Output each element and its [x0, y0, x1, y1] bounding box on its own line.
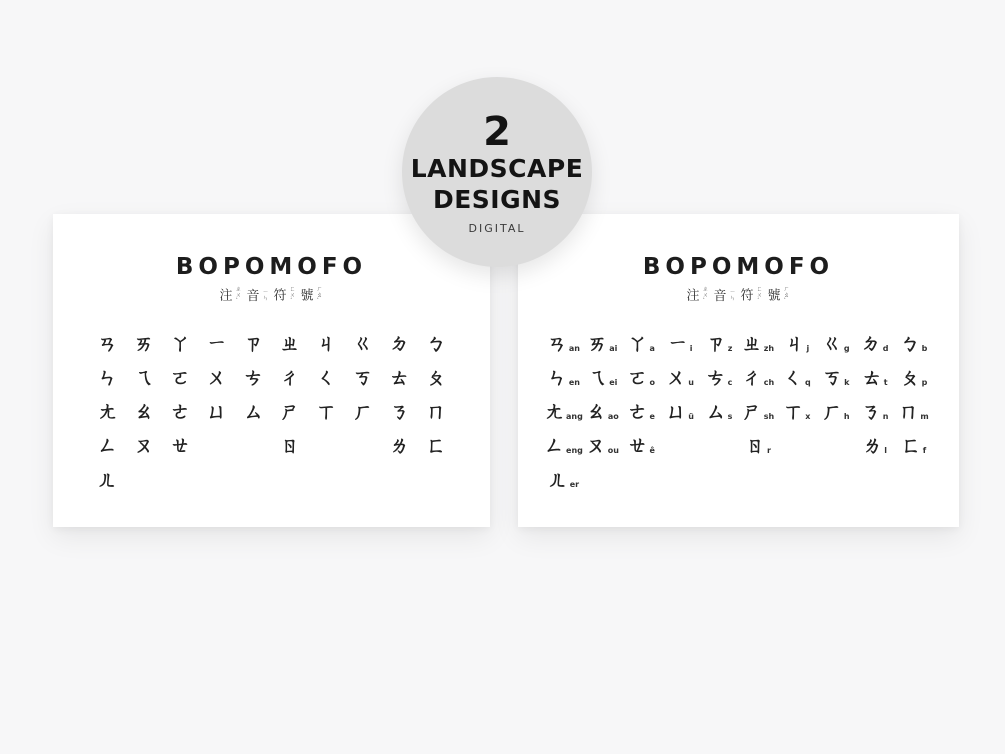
- bopomofo-char: ㄢ: [97, 331, 118, 355]
- pinyin-label: j: [806, 344, 810, 353]
- subtitle-hanzi: 注ㄓㄨˋ: [686, 286, 709, 305]
- bopomofo-cell: [583, 367, 622, 388]
- bopomofo-cell: [199, 333, 236, 354]
- bopomofo-char: ㄚ: [627, 331, 648, 355]
- poster-title: BOPOMOFO: [175, 254, 368, 280]
- bopomofo-char: ㄙ: [705, 399, 726, 423]
- bopomofo-cell: [162, 367, 199, 388]
- bopomofo-char: ㄖ: [279, 433, 300, 457]
- pinyin-label: en: [568, 378, 580, 387]
- pinyin-label: k: [844, 378, 850, 387]
- pinyin-label: n: [882, 412, 889, 421]
- bopomofo-char: ㄏ: [352, 399, 373, 423]
- bopomofo-char: ㄌ: [389, 433, 410, 457]
- subtitle-hanzi: 號ㄏㄠˋ: [300, 286, 323, 305]
- bopomofo-cell: [622, 401, 661, 422]
- poster-plain: [53, 214, 490, 527]
- subtitle-hanzi: 音ㄧㄣ: [246, 288, 269, 304]
- empty-cell: [308, 469, 345, 490]
- bopomofo-char: ㄙ: [243, 399, 264, 423]
- bopomofo-cell: [162, 435, 199, 456]
- bopomofo-cell: [89, 435, 126, 456]
- empty-cell: [777, 435, 816, 456]
- pinyin-label: sh: [763, 412, 775, 421]
- bopomofo-char: ㄔ: [741, 365, 762, 389]
- pinyin-label: e: [649, 412, 655, 421]
- bopomofo-cell: [272, 333, 309, 354]
- bopomofo-cell: [381, 401, 418, 422]
- pinyin-label: ou: [607, 446, 619, 455]
- bopomofo-cell: [272, 401, 309, 422]
- bopomofo-cell: [89, 367, 126, 388]
- bopomofo-char: ㄘ: [705, 365, 726, 389]
- pinyin-label: r: [766, 446, 771, 455]
- bopomofo-char: ㄗ: [243, 331, 264, 355]
- poster-subtitle-zhuyin: [53, 287, 490, 303]
- subtitle-ruby: ㄧㄣ: [262, 289, 269, 302]
- bopomofo-char: ㄊ: [861, 365, 882, 389]
- poster-annotated: [518, 214, 959, 527]
- subtitle-ruby: ㄏㄠˋ: [316, 286, 323, 305]
- pinyin-label: ch: [763, 378, 775, 387]
- bopomofo-char: ㄆ: [425, 365, 446, 389]
- bopomofo-char: ㄛ: [170, 365, 191, 389]
- poster-subtitle-zhuyin: [518, 287, 959, 303]
- bopomofo-char: ㄥ: [544, 433, 565, 457]
- bopomofo-cell: [816, 401, 855, 422]
- empty-cell: [661, 435, 700, 456]
- bopomofo-char: ㄈ: [900, 433, 921, 457]
- bopomofo-cell: [777, 367, 816, 388]
- poster-title: BOPOMOFO: [642, 254, 835, 280]
- bopomofo-cell: [855, 401, 894, 422]
- empty-cell: [661, 469, 700, 490]
- bopomofo-char: ㄩ: [666, 399, 687, 423]
- pinyin-label: an: [568, 344, 580, 353]
- bopomofo-cell: [162, 333, 199, 354]
- pinyin-label: i: [689, 344, 693, 353]
- pinyin-label: t: [883, 378, 888, 387]
- pinyin-label: f: [922, 446, 927, 455]
- pinyin-label: l: [884, 446, 888, 455]
- pinyin-label: ang: [566, 412, 583, 421]
- bopomofo-char: ㄦ: [547, 467, 568, 491]
- bopomofo-char: ㄟ: [133, 365, 154, 389]
- bopomofo-cell: [235, 367, 272, 388]
- bopomofo-cell: [739, 367, 778, 388]
- empty-cell: [345, 469, 382, 490]
- bopomofo-cell: [345, 401, 382, 422]
- bopomofo-char: ㄘ: [243, 365, 264, 389]
- bopomofo-cell: [544, 333, 583, 354]
- bopomofo-cell: [622, 333, 661, 354]
- bopomofo-char: ㄑ: [782, 365, 803, 389]
- bopomofo-cell: [89, 333, 126, 354]
- bopomofo-cell: [583, 401, 622, 422]
- empty-cell: [199, 435, 236, 456]
- pinyin-label: o: [649, 378, 655, 387]
- empty-cell: [126, 469, 163, 490]
- bopomofo-cell: [816, 333, 855, 354]
- pinyin-label: er: [569, 480, 580, 489]
- bopomofo-cell: [739, 333, 778, 354]
- bopomofo-cell: [816, 367, 855, 388]
- subtitle-ruby: ㄈㄨˊ: [756, 286, 763, 305]
- bopomofo-char: ㄠ: [133, 399, 154, 423]
- empty-cell: [418, 469, 455, 490]
- bopomofo-char: ㄔ: [279, 365, 300, 389]
- bopomofo-char: ㄊ: [389, 365, 410, 389]
- pinyin-label: b: [921, 344, 928, 353]
- bopomofo-cell: [894, 401, 933, 422]
- bopomofo-char: ㄗ: [705, 331, 726, 355]
- bopomofo-cell: [418, 401, 455, 422]
- bopomofo-char: ㄕ: [741, 399, 762, 423]
- bopomofo-cell: [661, 367, 700, 388]
- empty-cell: [272, 469, 309, 490]
- bopomofo-cell: [162, 401, 199, 422]
- bopomofo-char: ㄩ: [206, 399, 227, 423]
- bopomofo-cell: [308, 367, 345, 388]
- bopomofo-char: ㄕ: [279, 399, 300, 423]
- bopomofo-char: ㄡ: [585, 433, 606, 457]
- bopomofo-cell: [126, 401, 163, 422]
- bopomofo-char: ㄇ: [898, 399, 919, 423]
- bopomofo-char: ㄚ: [170, 331, 191, 355]
- bopomofo-char: ㄛ: [627, 365, 648, 389]
- bopomofo-char: ㄓ: [279, 331, 300, 355]
- bopomofo-cell: [544, 435, 583, 456]
- subtitle-hanzi: 符ㄈㄨˊ: [273, 286, 296, 305]
- pinyin-label: a: [649, 344, 655, 353]
- bopomofo-grid: [53, 333, 490, 490]
- bopomofo-char: ㄨ: [206, 365, 227, 389]
- bopomofo-cell: [894, 333, 933, 354]
- pinyin-label: s: [727, 412, 733, 421]
- bopomofo-char: ㄣ: [97, 365, 118, 389]
- empty-cell: [235, 435, 272, 456]
- empty-cell: [700, 435, 739, 456]
- bopomofo-char: ㄅ: [425, 331, 446, 355]
- bopomofo-cell: [345, 333, 382, 354]
- bopomofo-cell: [235, 333, 272, 354]
- bopomofo-char: ㄎ: [352, 365, 373, 389]
- bopomofo-char: ㄇ: [425, 399, 446, 423]
- bopomofo-cell: [199, 367, 236, 388]
- subtitle-hanzi: 注ㄓㄨˋ: [219, 286, 242, 305]
- empty-cell: [199, 469, 236, 490]
- bopomofo-char: ㄎ: [822, 365, 843, 389]
- empty-cell: [777, 469, 816, 490]
- bopomofo-grid-annotated: [518, 333, 959, 490]
- badge-line1: LANDSCAPE: [410, 154, 584, 183]
- bopomofo-char: ㄆ: [899, 365, 920, 389]
- bopomofo-cell: [583, 333, 622, 354]
- empty-cell: [739, 469, 778, 490]
- empty-cell: [583, 469, 622, 490]
- empty-cell: [816, 469, 855, 490]
- subtitle-ruby: ㄧㄣ: [729, 289, 736, 302]
- empty-cell: [816, 435, 855, 456]
- bopomofo-char: ㄓ: [741, 331, 762, 355]
- bopomofo-char: ㄤ: [544, 399, 565, 423]
- bopomofo-char: ㄅ: [899, 331, 920, 355]
- bopomofo-cell: [199, 401, 236, 422]
- bopomofo-cell: [622, 367, 661, 388]
- bopomofo-cell: [418, 435, 455, 456]
- bopomofo-char: ㄖ: [744, 433, 765, 457]
- bopomofo-char: ㄏ: [821, 399, 842, 423]
- bopomofo-char: ㄦ: [97, 467, 118, 491]
- pinyin-label: g: [843, 344, 850, 353]
- subtitle-ruby: ㄓㄨˋ: [702, 286, 709, 305]
- bopomofo-char: ㄌ: [862, 433, 883, 457]
- bopomofo-cell: [855, 333, 894, 354]
- bopomofo-cell: [544, 367, 583, 388]
- pinyin-label: ü: [688, 412, 694, 421]
- bopomofo-cell: [894, 435, 933, 456]
- bopomofo-char: ㄥ: [97, 433, 118, 457]
- pinyin-label: ê: [649, 446, 655, 455]
- bopomofo-cell: [739, 401, 778, 422]
- bopomofo-cell: [544, 401, 583, 422]
- bopomofo-cell: [126, 435, 163, 456]
- pinyin-label: u: [688, 378, 694, 387]
- empty-cell: [235, 469, 272, 490]
- empty-cell: [308, 435, 345, 456]
- bopomofo-char: ㄜ: [170, 399, 191, 423]
- bopomofo-cell: [308, 333, 345, 354]
- bopomofo-cell: [89, 401, 126, 422]
- bopomofo-cell: [235, 401, 272, 422]
- subtitle-hanzi: 音ㄧㄣ: [713, 288, 736, 304]
- subtitle-hanzi: 號ㄏㄠˋ: [767, 286, 790, 305]
- bopomofo-char: ㄧ: [206, 331, 227, 355]
- bopomofo-char: ㄋ: [389, 399, 410, 423]
- pinyin-label: c: [727, 378, 733, 387]
- bopomofo-char: ㄟ: [587, 365, 608, 389]
- bopomofo-char: ㄒ: [316, 399, 337, 423]
- bopomofo-char: ㄍ: [352, 331, 373, 355]
- bopomofo-cell: [700, 367, 739, 388]
- bopomofo-char: ㄠ: [585, 399, 606, 423]
- bopomofo-cell: [855, 367, 894, 388]
- subtitle-ruby: ㄏㄠˋ: [783, 286, 790, 305]
- bopomofo-cell: [89, 469, 126, 490]
- badge-line2: DESIGNS: [432, 185, 562, 214]
- bopomofo-char: ㄜ: [627, 399, 648, 423]
- subtitle-ruby: ㄓㄨˋ: [235, 286, 242, 305]
- bopomofo-cell: [661, 333, 700, 354]
- bopomofo-cell: [700, 401, 739, 422]
- pinyin-label: p: [921, 378, 928, 387]
- bopomofo-cell: [700, 333, 739, 354]
- bopomofo-cell: [544, 469, 583, 490]
- bopomofo-char: ㄧ: [667, 331, 688, 355]
- pinyin-label: h: [843, 412, 850, 421]
- bopomofo-char: ㄝ: [627, 433, 648, 457]
- badge-circle: [402, 77, 592, 267]
- bopomofo-char: ㄑ: [316, 365, 337, 389]
- bopomofo-char: ㄞ: [133, 331, 154, 355]
- bopomofo-char: ㄉ: [389, 331, 410, 355]
- bopomofo-cell: [418, 367, 455, 388]
- empty-cell: [700, 469, 739, 490]
- pinyin-label: z: [727, 344, 733, 353]
- bopomofo-char: ㄋ: [860, 399, 881, 423]
- bopomofo-cell: [583, 435, 622, 456]
- subtitle-hanzi: 符ㄈㄨˊ: [740, 286, 763, 305]
- bopomofo-char: ㄨ: [666, 365, 687, 389]
- bopomofo-cell: [345, 367, 382, 388]
- bopomofo-cell: [381, 333, 418, 354]
- bopomofo-char: ㄢ: [546, 331, 567, 355]
- subtitle-ruby: ㄈㄨˊ: [289, 286, 296, 305]
- pinyin-label: q: [804, 378, 811, 387]
- bopomofo-char: ㄍ: [821, 331, 842, 355]
- empty-cell: [855, 469, 894, 490]
- bopomofo-cell: [381, 435, 418, 456]
- bopomofo-cell: [622, 435, 661, 456]
- bopomofo-cell: [126, 333, 163, 354]
- empty-cell: [381, 469, 418, 490]
- bopomofo-char: ㄞ: [587, 331, 608, 355]
- bopomofo-cell: [272, 435, 309, 456]
- empty-cell: [894, 469, 933, 490]
- pinyin-label: ai: [609, 344, 618, 353]
- bopomofo-char: ㄤ: [97, 399, 118, 423]
- badge-count: 2: [483, 109, 511, 155]
- bopomofo-char: ㄉ: [860, 331, 881, 355]
- badge-subtitle: DIGITAL: [468, 222, 526, 235]
- bopomofo-cell: [418, 333, 455, 354]
- bopomofo-char: ㄐ: [316, 331, 337, 355]
- bopomofo-cell: [894, 367, 933, 388]
- pinyin-label: d: [882, 344, 889, 353]
- empty-cell: [162, 469, 199, 490]
- bopomofo-char: ㄒ: [783, 399, 804, 423]
- bopomofo-cell: [381, 367, 418, 388]
- empty-cell: [622, 469, 661, 490]
- bopomofo-char: ㄈ: [425, 433, 446, 457]
- pinyin-label: ao: [607, 412, 619, 421]
- bopomofo-cell: [777, 401, 816, 422]
- bopomofo-cell: [272, 367, 309, 388]
- bopomofo-char: ㄐ: [784, 331, 805, 355]
- pinyin-label: m: [920, 412, 929, 421]
- bopomofo-cell: [308, 401, 345, 422]
- bopomofo-cell: [739, 435, 778, 456]
- pinyin-label: x: [805, 412, 811, 421]
- bopomofo-cell: [855, 435, 894, 456]
- bopomofo-cell: [661, 401, 700, 422]
- bopomofo-char: ㄡ: [133, 433, 154, 457]
- empty-cell: [345, 435, 382, 456]
- bopomofo-cell: [126, 367, 163, 388]
- bopomofo-cell: [777, 333, 816, 354]
- bopomofo-char: ㄣ: [546, 365, 567, 389]
- bopomofo-char: ㄝ: [170, 433, 191, 457]
- pinyin-label: zh: [763, 344, 775, 353]
- pinyin-label: ei: [609, 378, 618, 387]
- pinyin-label: eng: [566, 446, 583, 455]
